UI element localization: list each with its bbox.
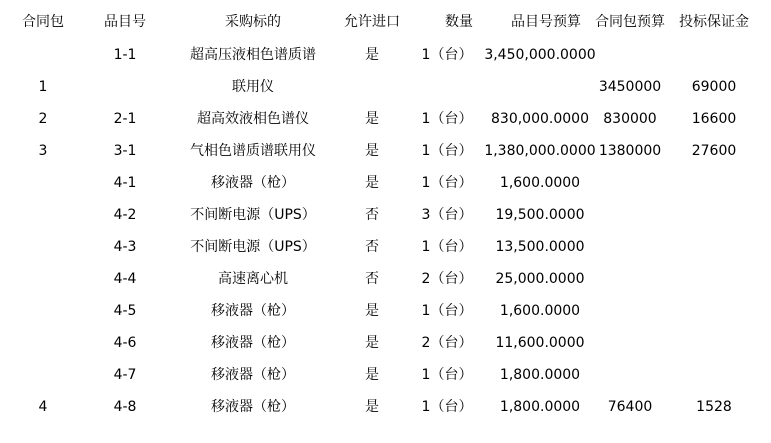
- cell-import: 否: [365, 239, 379, 255]
- cell-subject: 移液器（枪）: [211, 335, 295, 351]
- header-subject: 采购标的: [225, 14, 281, 30]
- cell-item-no: 4-2: [113, 207, 137, 223]
- cell-import: 是: [365, 111, 379, 127]
- cell-item-no: 4-6: [113, 335, 137, 351]
- cell-qty: 1（台）: [421, 47, 473, 63]
- cell-item-budget: 830,000.0000: [491, 111, 589, 127]
- cell-subject: 不间断电源（UPS）: [190, 207, 316, 223]
- cell-item-no: 3-1: [113, 143, 137, 159]
- header-item-budget: 品目号预算: [511, 14, 581, 30]
- cell-subject: 超高压液相色谱质谱: [190, 47, 316, 63]
- cell-deposit: 1528: [696, 399, 732, 415]
- cell-item-budget: 1,600.0000: [499, 175, 581, 191]
- cell-item-no: 4-3: [113, 239, 137, 255]
- cell-subject: 移液器（枪）: [211, 303, 295, 319]
- cell-import: 否: [365, 271, 379, 287]
- cell-item-budget: 1,800.0000: [499, 399, 581, 415]
- cell-package-budget: 3450000: [598, 79, 662, 95]
- header-quantity: 数量: [445, 14, 473, 30]
- cell-import: 否: [365, 207, 379, 223]
- cell-item-budget: 25,000.0000: [495, 271, 585, 287]
- cell-item-no: 4-1: [113, 175, 137, 191]
- cell-item-budget: 13,500.0000: [495, 239, 585, 255]
- cell-package: 3: [38, 143, 48, 159]
- cell-qty: 1（台）: [421, 399, 473, 415]
- cell-item-no: 2-1: [113, 111, 137, 127]
- cell-package: 1: [38, 79, 48, 95]
- cell-qty: 2（台）: [421, 271, 473, 287]
- cell-import: 是: [365, 399, 379, 415]
- header-import: 允许进口: [344, 14, 400, 30]
- cell-subject: 高速离心机: [218, 271, 288, 287]
- cell-item-budget: 19,500.0000: [495, 207, 585, 223]
- cell-qty: 1（台）: [421, 303, 473, 319]
- cell-qty: 3（台）: [421, 207, 473, 223]
- cell-qty: 1（台）: [421, 367, 473, 383]
- cell-import: 是: [365, 335, 379, 351]
- cell-subject: 超高效液相色谱仪: [197, 111, 309, 127]
- header-package-budget: 合同包预算: [595, 14, 665, 30]
- cell-item-no: 4-4: [113, 271, 137, 287]
- cell-import: 是: [365, 303, 379, 319]
- cell-subject: 不间断电源（UPS）: [190, 239, 316, 255]
- header-package: 合同包: [22, 14, 64, 30]
- cell-package: 4: [38, 399, 48, 415]
- cell-qty: 1（台）: [421, 175, 473, 191]
- cell-subject: 移液器（枪）: [211, 399, 295, 415]
- cell-deposit: 16600: [691, 111, 737, 127]
- cell-qty: 2（台）: [421, 335, 473, 351]
- cell-item-budget: 1,380,000.0000: [484, 143, 596, 159]
- cell-subject: 移液器（枪）: [211, 175, 295, 191]
- cell-item-no: 4-7: [113, 367, 137, 383]
- cell-subject: 联用仪: [232, 79, 274, 95]
- cell-qty: 1（台）: [421, 239, 473, 255]
- cell-package-budget: 1380000: [598, 143, 662, 159]
- cell-import: 是: [365, 47, 379, 63]
- cell-package-budget: 830000: [603, 111, 657, 127]
- cell-item-budget: 1,800.0000: [499, 367, 581, 383]
- cell-deposit: 27600: [691, 143, 737, 159]
- cell-import: 是: [365, 175, 379, 191]
- cell-qty: 1（台）: [421, 143, 473, 159]
- header-item-no: 品目号: [104, 14, 146, 30]
- cell-package-budget: 76400: [607, 399, 653, 415]
- cell-subject: 移液器（枪）: [211, 367, 295, 383]
- cell-package: 2: [38, 111, 48, 127]
- cell-item-no: 4-5: [113, 303, 137, 319]
- cell-item-budget: 11,600.0000: [495, 335, 585, 351]
- cell-import: 是: [365, 143, 379, 159]
- cell-item-budget: 3,450,000.0000: [484, 47, 596, 63]
- header-deposit: 投标保证金: [679, 14, 749, 30]
- cell-deposit: 69000: [691, 79, 737, 95]
- cell-qty: 1（台）: [421, 111, 473, 127]
- cell-subject: 气相色谱质谱联用仪: [190, 143, 316, 159]
- cell-item-no: 4-8: [113, 399, 137, 415]
- cell-item-no: 1-1: [113, 47, 137, 63]
- cell-import: 是: [365, 367, 379, 383]
- cell-item-budget: 1,600.0000: [499, 303, 581, 319]
